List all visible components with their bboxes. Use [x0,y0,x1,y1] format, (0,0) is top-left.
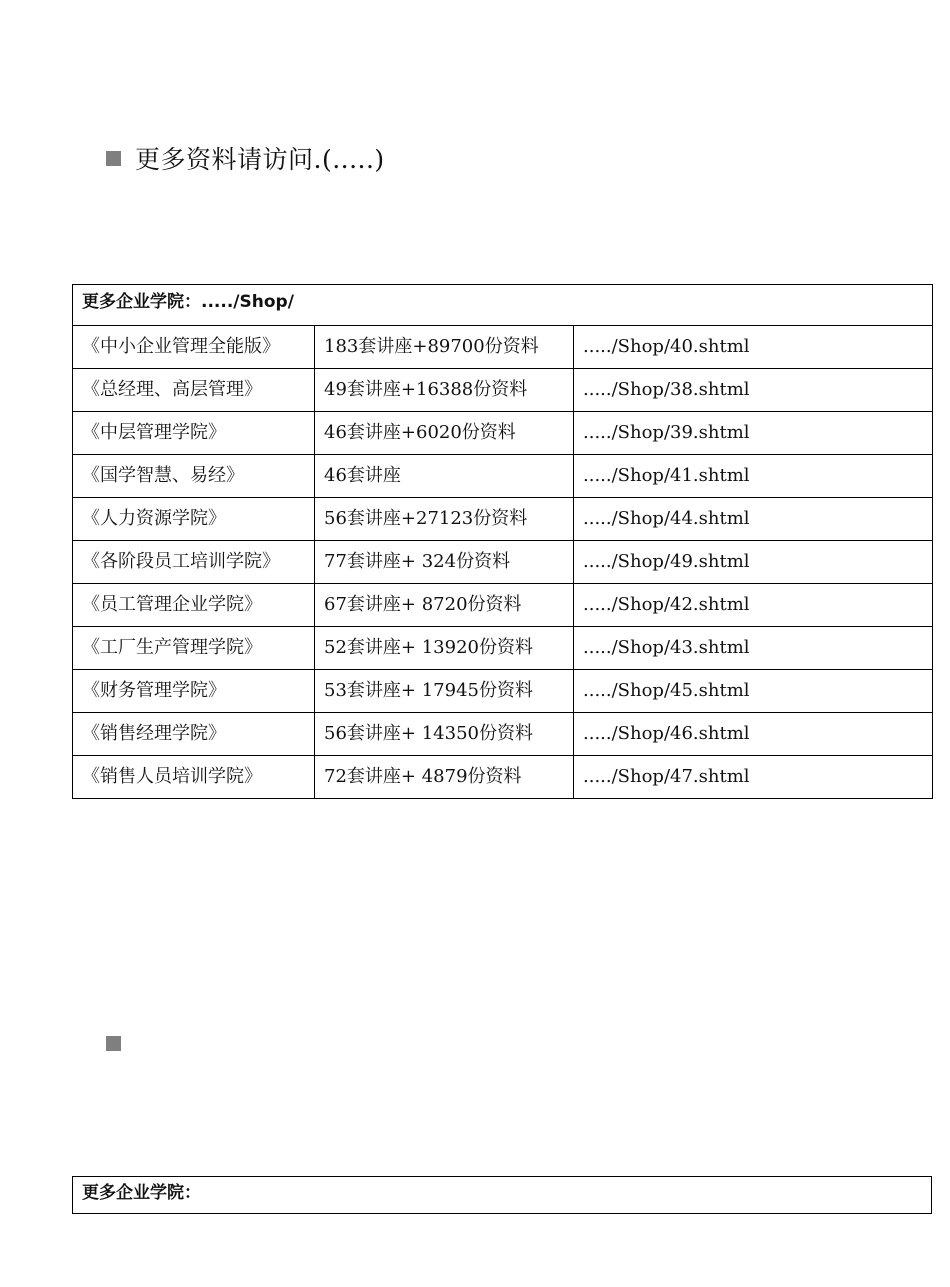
catalog-table [72,284,933,799]
course-link[interactable]: ...../Shop/38.shtml [574,369,933,412]
square-bullet-icon [106,1036,121,1051]
course-content: 49套讲座+16388份资料 [315,369,574,412]
top-heading-text: 更多资料请访问.(.....) [135,145,385,174]
course-content: 72套讲座+ 4879份资料 [315,756,574,799]
table-row [73,412,933,455]
top-heading [106,140,385,176]
course-link[interactable]: ...../Shop/41.shtml [574,455,933,498]
footer-table [72,1176,932,1214]
course-content: 67套讲座+ 8720份资料 [315,584,574,627]
course-link[interactable]: ...../Shop/42.shtml [574,584,933,627]
footer-header-row [73,1177,932,1214]
table-row [73,627,933,670]
footer-header: 更多企业学院： [73,1177,932,1214]
course-link[interactable]: ...../Shop/46.shtml [574,713,933,756]
course-title: 《工厂生产管理学院》 [73,627,315,670]
table-row [73,713,933,756]
table-row [73,455,933,498]
course-link[interactable]: ...../Shop/47.shtml [574,756,933,799]
course-title: 《国学智慧、易经》 [73,455,315,498]
course-title: 《销售经理学院》 [73,713,315,756]
course-content: 52套讲座+ 13920份资料 [315,627,574,670]
course-title: 《中层管理学院》 [73,412,315,455]
course-link[interactable]: ...../Shop/44.shtml [574,498,933,541]
second-bullet [106,1036,121,1051]
course-link[interactable]: ...../Shop/45.shtml [574,670,933,713]
course-link[interactable]: ...../Shop/40.shtml [574,326,933,369]
course-title: 《总经理、高层管理》 [73,369,315,412]
table-row [73,326,933,369]
table-row [73,756,933,799]
table-row [73,670,933,713]
course-title: 《销售人员培训学院》 [73,756,315,799]
course-title: 《各阶段员工培训学院》 [73,541,315,584]
course-content: 56套讲座+27123份资料 [315,498,574,541]
course-title: 《员工管理企业学院》 [73,584,315,627]
square-bullet-icon [106,151,121,166]
catalog-header: 更多企业学院：...../Shop/ [73,285,933,326]
course-content: 46套讲座 [315,455,574,498]
course-link[interactable]: ...../Shop/43.shtml [574,627,933,670]
course-title: 《中小企业管理全能版》 [73,326,315,369]
table-row [73,541,933,584]
table-row [73,498,933,541]
course-content: 53套讲座+ 17945份资料 [315,670,574,713]
course-content: 46套讲座+6020份资料 [315,412,574,455]
course-link[interactable]: ...../Shop/39.shtml [574,412,933,455]
course-title: 《人力资源学院》 [73,498,315,541]
course-content: 183套讲座+89700份资料 [315,326,574,369]
course-content: 77套讲座+ 324份资料 [315,541,574,584]
course-title: 《财务管理学院》 [73,670,315,713]
course-link[interactable]: ...../Shop/49.shtml [574,541,933,584]
course-content: 56套讲座+ 14350份资料 [315,713,574,756]
table-row [73,584,933,627]
table-row [73,369,933,412]
catalog-header-row [73,285,933,326]
